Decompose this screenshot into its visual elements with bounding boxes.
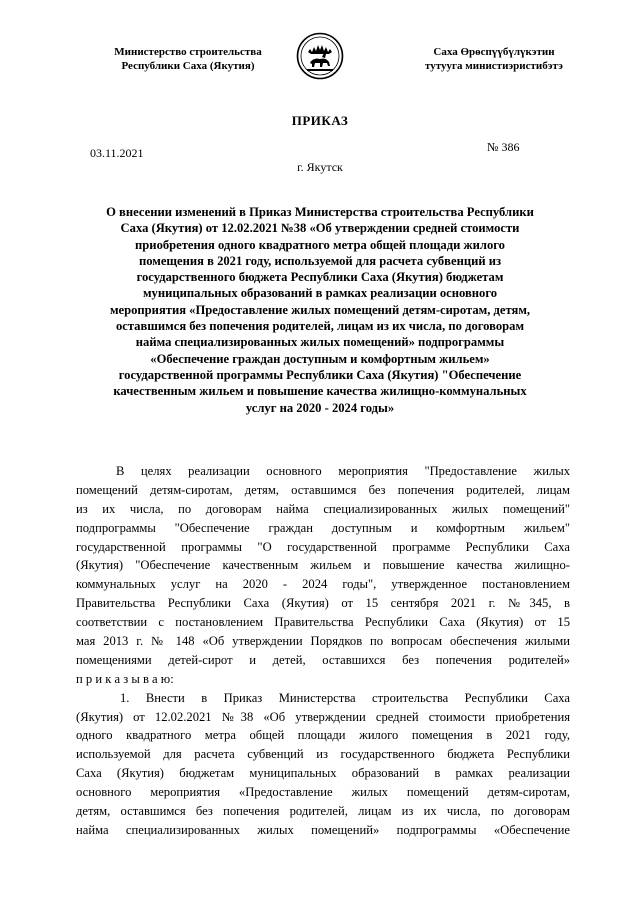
document-city: г. Якутск [297,160,343,174]
body-line: (Якутия) от 12.02.2021 №38 «Об утверждении средней стоимости приобретения [76,709,570,724]
ministry-name-russian [98,45,278,73]
heading-line: приобретения одного квадратного метра общей площади жилого [135,237,505,252]
body-line: подпрограммы "Обеспечение граждан доступным и комфортным жильем" [76,520,570,535]
heading-line: О внесении изменений в Приказ Министерства строительства Республики [106,205,534,219]
body-line: п р и к а з ы в а ю: [76,671,174,686]
body-line: В целях реализации основного мероприятия "Предоставление жилых [116,464,570,478]
body-line: используемой для расчета субвенций из государственного бюджета Республики [76,747,570,762]
document-heading [72,204,568,416]
body-line: Саха (Якутия) бюджетам муниципальных образований в рамках реализации [76,766,570,781]
body-line: соответствии с постановлением Правительства Республики Саха (Якутия) от 15 [76,615,570,630]
body-line: основного мероприятия «Предоставление жилых помещений детям-сиротам, [76,785,570,800]
body-line: мая 2013 г. № 148 «Об утверждении Порядков по вопросам обеспечения жилыми [76,634,570,649]
heading-line: «Обеспечение граждан доступным и комфортным жильем» [150,351,490,366]
heading-line: найма специализированных жилых помещений» подпрограммы [135,335,505,350]
heading-line: помещения в 2021 году, используемой для расчета субвенций из [138,253,502,268]
heading-line: мероприятия «Предоставление жилых помещений детям-сиротам, детям, [109,302,531,317]
heading-line: услуг на 2020 - 2024 годы» [245,400,395,415]
ministry-name-russian-line: Министерство строительства [114,46,262,58]
heading-line: Саха (Якутия) от 12.02.2021 №38 «Об утверждении средней стоимости [120,221,520,236]
body-line: из их числа, по договорам найма специализированных жилых помещений" [76,501,570,516]
document-title: ПРИКАЗ [291,113,349,128]
ministry-name-russian-line: Республики Саха (Якутия) [121,60,255,72]
body-line: государственной программы "О государственной программе Республики Саха [76,539,570,554]
body-line: найма специализированных жилых помещений» подпрограммы «Обеспечение [76,822,570,837]
body-line: помещений детям-сиротам, детям, оставшимся без попечения родителей, лицам [76,482,570,497]
heading-line: государственного бюджета Республики Саха (Якутия) бюджетам [136,270,504,285]
heading-line: оставшимся без попечения родителей, лицам из их числа, по договорам [115,319,525,334]
heading-line: качественным жильем и повышение качества жилищно-коммунальных [113,384,527,399]
document-date: 03.11.2021 [90,146,144,160]
body-line: коммунальных услуг на 2020 - 2024 годы", утвержденное постановлением [76,577,570,592]
ministry-name-yakut-line: Саха Өрөспүүбүлүкэтин [433,46,555,58]
heading-line: государственной программы Республики Саха (Якутия) "Обеспечение [118,367,522,382]
body-line: детям, оставшимся без попечения родителей, лицам из их числа, по договорам [76,804,570,819]
republic-sakha-coat-of-arms-icon [296,32,344,80]
body-line: Правительства Республики Саха (Якутия) от 15 сентября 2021 г. №345, в [76,596,570,611]
document-number: № 386 [487,140,520,154]
heading-line: муниципальных образований в рамках реализации основного [142,286,498,301]
body-line: 1. Внести в Приказ Министерства строительства Республики Саха [120,690,570,705]
ministry-name-yakut [404,45,584,73]
document-body [76,462,570,840]
ministry-name-yakut-line: тутууга министиэристибэтэ [425,60,563,72]
body-line: помещениями детей-сирот и детей, оставшихся без попечения родителей» [76,652,570,667]
body-line: одного квадратного метра общей площади жилого помещения в 2021 году, [76,728,570,743]
body-line: (Якутия) "Обеспечение качественным жильем и повышение качества жилищно- [76,558,570,573]
